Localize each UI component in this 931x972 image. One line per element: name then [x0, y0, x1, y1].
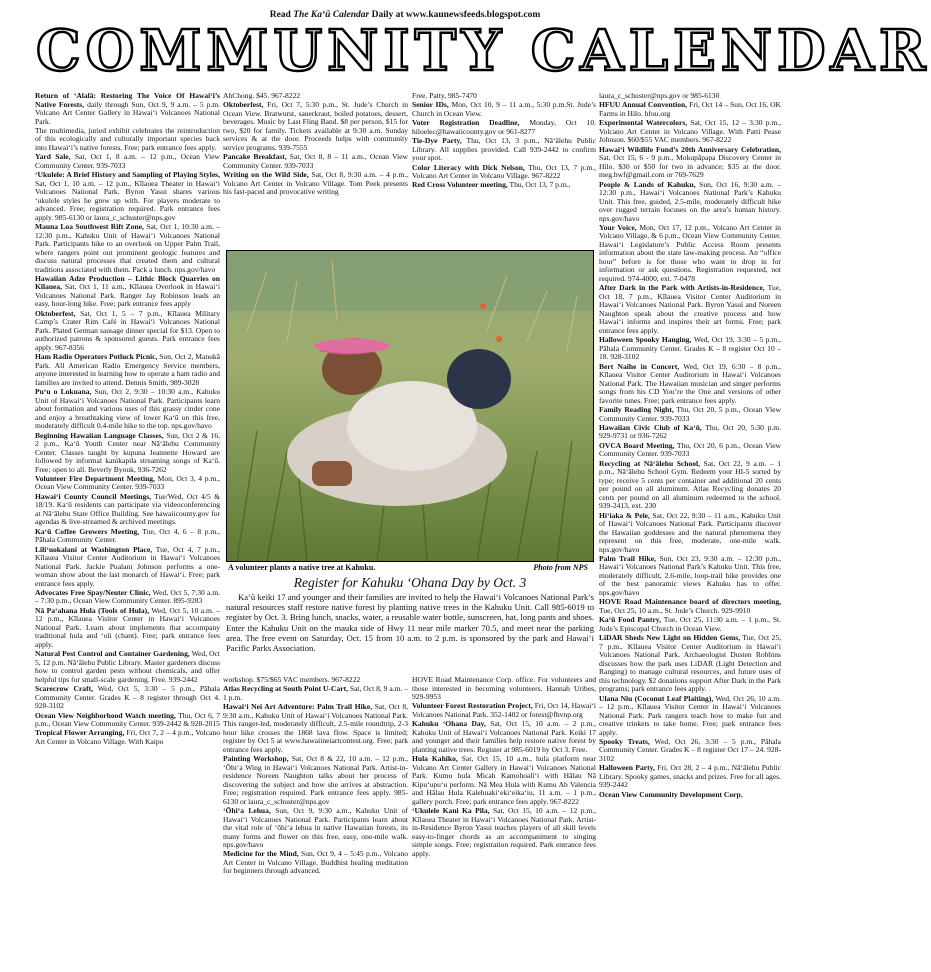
event-title: Halloween Party,: [599, 763, 655, 773]
event-title: Family Reading Night,: [599, 405, 674, 415]
event-listing: [412, 137, 596, 163]
event-listing: [35, 432, 220, 475]
event-title: Halloween Spooky Hanging,: [599, 335, 692, 345]
event-details: Wed, Oct 19, 6:30 – 8 p.m., Kīlauea Visitor Center Auditorium in Hawai‘i Volcanoes National Park. The Hawaiian musician and singer performs songs from his CD You’re the One and versions of other favorite tunes. Free; park entrance fees apply.: [599, 361, 782, 405]
caption-text: A volunteer plants a native tree at Kahuku.: [228, 563, 376, 572]
event-details: Sun, Oct 9, 9:30 a.m., Kahuku Unit of Hawai‘i Volcanoes National Park. Participants learn about the vital role of ‘ōhi‘a lehua in native Hawaiian forests, its many forms and flower on this free, easy, one-mile walk. nps.gov/havo: [223, 806, 408, 850]
event-details: Sun, Oct 2 & 16, 2 p.m., Ka‘ū Youth Center near Nā‘ālehu Community Center. Classes taught by kupuna Jeannette Howard are followed by informal kanikapila streaming songs of Ka‘ū. Free; open to all. Beverly Byouk, 936-7262: [35, 430, 220, 474]
event-details: Sat, Oct 1, 11 a.m., Kīlauea Overlook in Hawai‘i Volcanoes National Park. Ranger Jay Robinson leads an easy, hour-long hike. Free; park entrance fees apply: [35, 282, 220, 309]
event-listing: [599, 224, 781, 284]
event-details: Mon, Oct 17, 12 p.m., Volcano Art Center in Volcano Village, & 6 p.m., Ocean View Community Center. Hawai‘i Legislature’s Public Access Room presents information about the state law-making process. An “office hour” before is for those who want to drop in for information or ask questions. Registration requested, not required. 974-4000, ext. 7-0478: [599, 222, 781, 283]
event-listing: [599, 336, 781, 362]
event-listing: [412, 807, 596, 858]
event-details: Tue, Oct 4, 6 – 8 p.m., Pāhala Community Center.: [35, 526, 220, 545]
event-details: Thu, Oct 20, 6 p.m., Ocean View Community Center. 939-7033: [599, 440, 781, 459]
event-details: Fri, Oct 7, 2 – 4 p.m., Volcano Art Center in Volcano Village. With Kaipo: [35, 728, 220, 746]
event-title: Tie-Dye Party,: [412, 136, 462, 146]
event-title: HFUU Annual Convention,: [599, 100, 688, 110]
event-title: Hawai‘i Nei Art Adventure: Palm Trail Hike,: [223, 702, 373, 712]
event-title: ‘Ōhi‘a Lehua,: [223, 806, 271, 816]
reading-link-line: Read The Ka‘ū Calendar Daily at www.kaunewsfeeds.blogspot.com: [269, 10, 541, 20]
event-listing: [35, 712, 220, 729]
event-title: Color Literacy with Dick Nelson,: [412, 162, 525, 172]
event-title: OVCA Board Meeting,: [599, 440, 675, 450]
event-details: Sat, Oct 8, 8 – 11 a.m., Ocean View Community Center. 939-7033: [223, 152, 409, 170]
event-details: Sat, Oct 15, 12 – 3:30 p.m., Volcano Art Center in Volcano Village. With Patti Pease Johnson. $60/$55 VAC members. 967-8222: [599, 118, 782, 145]
event-title: Mauna Loa Southwest Rift Zone,: [35, 222, 144, 232]
event-listing: [35, 310, 220, 353]
event-details: Monday, Oct 10. hiloelec@hawaiicounty.gov or 961-8277: [412, 118, 596, 136]
event-listing: [599, 363, 781, 406]
event-listing: [599, 695, 781, 738]
event-details: Tue, Oct 25, 10 a.m., St. Jude’s Church. 929-9910: [599, 605, 751, 615]
event-listing: [35, 92, 220, 126]
event-title: Ocean View Neighborhood Watch meeting,: [35, 710, 176, 720]
event-details: Fri, Oct 7, 5:30 p.m., St. Jude’s Church in Ocean View. Bratwurst, sauerkraut, boiled potatoes, dessert, beverages. Music by Last Fling Band. $8 per person, $15 for two, $20 for family. Tickets available at 9:30 a.m. Sunday services & at the door. Proceeds helps with community service programs. 939-7555: [223, 100, 408, 152]
event-title: After Dark in the Park with Artists-in-Residence,: [599, 283, 765, 293]
event-listing: [599, 442, 781, 459]
photo-caption: [228, 562, 592, 574]
event-title: People & Lands of Kahuku,: [599, 179, 696, 189]
event-listing: [35, 153, 220, 170]
event-listing: [599, 101, 781, 118]
event-details: Fri, Oct 14, Hawai‘i Volcanoes National Park. 352-1402 or forest@fhvnp.org: [412, 701, 596, 719]
event-details: Sun, Oct 2, 9:30 – 10:30 a.m., Kahuku Unit of Hawai‘i Volcanoes National Park. Participants learn about formation and various uses of this grassy cinder cone and enjoy a breathtaking view of lower Ka‘ū on this free, moderately difficult 0.4-mile hike to the top. nps.gov/havo: [35, 387, 220, 431]
event-title: Ocean View Community Development Corp.: [599, 789, 743, 799]
event-listing: [599, 764, 781, 790]
event-listing: [599, 616, 781, 633]
event-details: Fri, Oct 14 – Sun, Oct 16, OK Farms in Hilo. hfuu.org: [599, 100, 782, 118]
event-details: Tue, Oct 25, 11:30 a.m. – 1 p.m., St. Jude’s Episcopal Church in Ocean View.: [599, 615, 782, 633]
event-title: Hawaiian Civic Club of Ka‘ū,: [599, 422, 702, 432]
volunteer-planting-photo: [226, 250, 594, 562]
event-details: Thu, Oct 20, 5 p.m., Ocean View Community Center. 939-7033: [599, 405, 781, 423]
event-listing: [35, 607, 220, 650]
masthead-title: COMMUNITY CALENDAR: [36, 18, 931, 84]
event-details: Sat, Oct 1, 10 a.m. – 12 p.m., Kīlauea Theater in Hawai‘i Volcanoes National Park. Byron Yasui shares various ‘ukulele styles he grew up with. For players moderate to advanced. Free; registration required. Park entrance fees apply. 985-6130 or laura_c_schuster@nps.gov: [35, 178, 220, 222]
event-title: Oktoberfest,: [35, 308, 76, 318]
event-listing: [35, 275, 220, 309]
event-listing: [223, 703, 408, 754]
event-details: workshop. $75/$65 VAC members. 967-8222: [223, 675, 361, 684]
event-title: Pu‘u o Lokuana,: [35, 387, 92, 397]
event-title: Senior IDs,: [412, 100, 449, 110]
event-details: Sat, Oct 22, 9:30 – 11 a.m., Kahuku Unit of Hawai‘i Volcanoes National Park. Participants discover the Hawaiian goddesses and the natural phenomena they represent on this free, moderate, one-mile walk. nps.gov/havo: [599, 510, 781, 554]
event-details: Thu, Oct 13, 7 p.m.,: [507, 180, 571, 190]
event-details: Tue, Oct 25, 7 p.m., Kīlauea Visitor Center Auditorium in Hawai‘i Volcanoes National Park. Archaeologist Dusten Robbins discusses how the park uses LiDAR (Light Detection and Ranging) to manage cultural resources, and future uses of this technology. $2 donations support After Dark in the Park programs; park entrance fees apply.: [599, 633, 781, 694]
event-listing: [412, 720, 596, 754]
event-title: Kahuku ‘Ohana Day,: [412, 719, 486, 729]
event-title: Hawaiian Adze Production – Lithic Block Quarries on Kīlauea,: [35, 273, 220, 292]
event-listing: [223, 755, 408, 806]
event-details: Thu, Oct 20, 5:30 p.m. 929-9731 or 936-7262: [599, 422, 781, 441]
event-title: Hawai‘i County Council Meetings,: [35, 491, 152, 501]
event-details: AhChong. $45. 967-8222: [223, 91, 301, 100]
event-listing: [35, 589, 220, 606]
event-details: Sat, Oct 15, 6 - 9 p.m., Mokupāpapa Discovery Center in Hilo. $30 or $50 for two in advance; $35 at the door. meg.hwf@gmail.com or 769-7629: [599, 153, 781, 180]
event-listing: [599, 424, 781, 441]
event-listing: [35, 493, 220, 527]
event-details: Free. Patty, 985-7470: [412, 91, 477, 100]
event-listing: [599, 460, 781, 511]
event-listing: [35, 685, 220, 711]
event-details: laura_c_schuster@nps.gov or 985-6130: [599, 91, 720, 100]
event-listing: [223, 101, 408, 152]
event-details: daily through Sun, Oct 9, 9 a.m. – 5 p.m. Volcano Art Center Gallery in Hawai‘i Volcanoes National Park.: [35, 99, 220, 126]
event-details: Wed, Oct 26, 3:30 – 5 p.m., Pāhala Community Center. Grades K – 8 register Oct 17 – 24. 928-3102: [599, 736, 781, 763]
event-title: Voter Registration Deadline,: [412, 118, 520, 128]
event-details: Fri, Oct 28, 2 – 4 p.m., Nā‘ālehu Public Library. Spooky games, snacks and prizes. Free for all ages. 939-2442: [599, 763, 781, 790]
event-details: Sun, Oct 9, 4 – 5:45 p.m., Volcano Art Center in Volcano Village. Buddhist healing meditation for beginners through advanced.: [223, 849, 408, 876]
event-listing: [599, 119, 781, 145]
event-details: Sat, Oct 1, 10:30 a.m. – 12:30 p.m., Kahuku Unit of Hawai‘i Volcanoes National Park. Participants hike to an overlook on Upper Palm Trail, where rangers point out prominent geologic features and discuss natural processes that created them and cultural traditions associated with them. Pack a lunch. nps.gov/havo: [35, 222, 220, 274]
calendar-column-2-bottom: [223, 676, 408, 970]
event-title: HOVE Road Maintenance board of directors meeting,: [599, 597, 781, 607]
event-title: Ulana Niu (Coconut Leaf Plaiting),: [599, 693, 714, 703]
event-details: Sat, Oct 15, 10 a.m. – 12 p.m., Kīlauea Theater in Hawai‘i Volcanoes National Park. Artist-in-Residence Byron Yasui teaches players of all skill levels easy-to-finger chords as an accompaniment to singing simple songs. Free; registration required. Park entrance fees apply.: [412, 806, 596, 858]
event-listing: [223, 676, 408, 685]
event-title: Oktoberfest,: [223, 100, 264, 110]
event-title: Ka‘ū Coffee Growers Meeting,: [35, 526, 140, 536]
event-title: ‘Ukulele Kani Ka Pila,: [412, 806, 490, 816]
event-listing: [599, 181, 781, 224]
event-listing: [35, 353, 220, 387]
event-listing: [35, 546, 220, 589]
event-listing: [599, 634, 781, 694]
event-listing: [412, 119, 596, 136]
event-title: Medicine for the Mind,: [223, 849, 299, 859]
event-details: Tue, Oct 18, 7 p.m., Kīlauea Visitor Center Auditorium in Hawai‘i Volcanoes National Park. Byron Yasui and Noreen Naughton speak about the creative process and how Hawai‘i informs and inspires their art forms. Free; park entrance fees apply.: [599, 283, 781, 335]
event-title: Natural Pest Control and Container Gardening,: [35, 649, 190, 659]
event-listing: [35, 171, 220, 222]
event-title: Bert Naihe in Concert,: [599, 361, 680, 371]
event-listing: [223, 850, 408, 876]
feature-headline: Register for Kahuku ‘Ohana Day by Oct. 3: [293, 575, 527, 590]
event-listing: [412, 181, 596, 190]
event-listing: [35, 528, 220, 545]
event-listing: [412, 164, 596, 181]
event-title: LiDAR Sheds New Light on Hidden Gems,: [599, 633, 741, 643]
event-details: Wed, Oct 5, 3:30 – 5 p.m., Pāhala Community Center. Grades K – 8 register through Oct 4. 928-3102: [35, 684, 220, 711]
event-listing: [35, 475, 220, 492]
event-title: Volunteer Fire Department Meeting,: [35, 473, 155, 483]
event-title: ‘Ukulele: A Brief History and Sampling of Playing Styles,: [35, 170, 220, 180]
event-listing: [599, 406, 781, 423]
event-listing: [35, 127, 220, 153]
event-details: Sat, Oct 1, 8 a.m. – 12 p.m., Ocean View Community Center. 939-7033: [35, 152, 221, 170]
event-details: Sat, Oct 15, 10 a.m., hula platform near Volcano Art Center Gallery in Hawai‘i Volcanoes National Park. Kumu hula Micah Kamohoali‘i with Hālau Nā Kipu‘upu‘u perform. Nā Mea Hula with Kumu Ab Valencia and Hālau Hula Kalehuaki‘eki‘eika‘iu, 11 a.m. – 1 p.m., gallery porch. Free; park entrance fees apply. 967-8222: [412, 754, 596, 806]
event-title: Scarecrow Craft,: [35, 684, 93, 694]
event-details: Thu, Oct 13, 3 p.m., Nā‘ālehu Public Library. All supplies provided. Call 939-2442 to confirm your spot.: [412, 136, 596, 163]
event-listing: [223, 171, 408, 197]
event-details: Mon, Oct 10, 9 – 11 a.m., 5:30 p.m.St. Jude’s Church in Ocean View.: [412, 100, 596, 118]
event-title: Recycling at Nā‘ālehu School,: [599, 458, 700, 468]
event-listing: [223, 153, 408, 170]
event-details: Tue/Wed, Oct 4/5 & 18/19. Ka‘ū residents can participate via videoconferencing at Nā‘ālehu State Office Building. See hawaiicounty.gov for agendas & live-streamed & archived meetings.: [35, 491, 220, 527]
event-details: Thu, Oct 13, 7 p.m., Volcano Art Center in Volcano Village. 967-8222: [412, 162, 597, 181]
calendar-column-3-top: [412, 92, 596, 248]
event-details: Sun, Oct 23, 9:30 a.m. – 12:30 p.m., Hawai‘i Volcanoes National Park’s Kahuku Unit. This free, moderately difficult, 2.6-mile, loop-trail hike provides one of the best panoramic views Kahuku has to offer. nps.gov/havo: [599, 553, 781, 597]
event-listing: [35, 223, 220, 274]
event-details: Wed, Oct 26, 10 a.m. – 12 p.m., Kīlauea Visitor Center in Hawai‘i Volcanoes National Park. Park rangers teach how to make fun and creative trinkets to take home. Free; park entrance fees apply.: [599, 693, 781, 737]
event-title: Volunteer Forest Restoration Project,: [412, 701, 533, 711]
event-title: Hi‘iaka & Pele,: [599, 510, 650, 520]
event-details: Wed, Oct 19, 3:30 – 5 p.m., Pāhala Community Center. Grades K – 8 register Oct 10 – 18. 928-3102: [599, 335, 781, 362]
event-title: Yard Sale,: [35, 152, 71, 162]
event-details: Tue, Oct 4, 7 p.m., Kīlauea Visitor Center Auditorium in Hawai‘i Volcanoes National Park. Jackie Pualani Johnson performs a one-woman show about the last monarch of Hawai‘i. Free; park entrance fees apply.: [35, 544, 220, 588]
event-title: Advocates Free Spay/Neuter Clinic,: [35, 587, 151, 597]
event-title: Experimental Watercolors,: [599, 118, 688, 128]
event-title: Atlas Recycling at South Point U-Cart,: [223, 684, 348, 694]
event-details: HOVE Road Maintenance Corp. office. For volunteers and those interested in becoming volunteers. Hannah Uribes, 929-9953: [412, 675, 596, 701]
event-details: Sun, Oct 2, Manukā Park. All American Radio Emergency Service members, anyone interested in learning how to operate a ham radio and families are invited to attend. Dennis Smith, 989-3028: [35, 352, 220, 387]
event-listing: [599, 512, 781, 555]
photo-credit: Photo from NPS: [533, 563, 588, 572]
calendar-column-1: [35, 92, 220, 970]
event-listing: [412, 101, 596, 118]
event-listing: [599, 92, 781, 101]
event-listing: [223, 685, 408, 702]
event-listing: [599, 284, 781, 335]
event-listing: [599, 738, 781, 764]
event-listing: [412, 92, 596, 101]
event-title: Ham Radio Operators Potluck Picnic,: [35, 352, 158, 362]
event-details: Wed, Oct 5, 12 p.m. Nā‘ālehu Public Library. Master gardeners discuss how to control garden pests without chemicals, and offer helpful tips for small-scale gardening. Free. 939-2442: [35, 649, 220, 684]
event-title: Hawai‘i Wildlife Fund’s 20th Anniversary Celebration,: [599, 144, 781, 154]
event-details: Sat, Oct 8, 9:30 a.m., Kahuku Unit of Hawai‘i Volcanoes National Park. This ranger-led, moderately difficult, 2.5-mile roundtrip, 2-3 hour hike crosses the 1868 lava flow. Space is limited; register by Oct 5 at www.hawaiineiartcontest.org. Free; park entrance fees apply.: [223, 702, 408, 754]
event-details: Sun, Oct 16, 9:30 a.m. – 12:30 p.m., Hawai‘i Volcanoes National Park’s Kahuku Unit. This free, guided, 2.5-mile, moderately difficult hike over rugged terrain focuses on the area’s human history. nps.gov/havo: [599, 179, 781, 223]
feature-body: Ka‘ū keiki 17 and younger and their families are invited to help the Hawai‘i Volcanoes National Park’s natural resources staff restore native forest by planting native trees in the Kahuku Unit. Call 985-6019 to register by Oct. 3. Bring lunch, snacks, water, a reusable water bottle, sunscreen, hat, long pants and shoes. Enter the Kahuku Unit on the mauka side of Hwy 11 near mile marker 70.5, and meet near the parking area. The free event on Saturday, Oct. 15 from 10 a.m. to 2 p.m. is sponsored by the park and Hawai‘i Pacific Parks Association.: [226, 592, 594, 654]
event-details: Sat, Oct 1, 5 – 7 p.m., Kīlauea Military Camp’s Crater Rim Café in Hawai‘i Volcanoes National Park. Plated German sausage dinner special for $13. Open to authorized patrons & sponsored guests. Park entrance fees apply. 967-8356: [35, 308, 220, 352]
calendar-column-3-bottom: [412, 676, 596, 970]
event-listing: [35, 729, 220, 746]
event-title: Hula Kahiko,: [412, 754, 458, 764]
event-listing: [599, 146, 781, 180]
event-details: Wed, Oct 5, 10 a.m. – 12 p.m., Kīlauea Visitor Center in Hawai‘i Volcanoes National Park. Learn about implements that accompany traditional hula and ‘oli (chant). Free; park entrance fees apply.: [35, 605, 220, 649]
event-listing: [599, 555, 781, 598]
event-listing: [412, 755, 596, 806]
event-listing: [412, 702, 596, 719]
event-listing: [223, 92, 408, 101]
event-details: Sat, Oct 8, 9:30 a.m. – 4 p.m., Volcano Art Center in Volcano Village. Tom Peek presents his fast-paced and provocative writing: [223, 170, 408, 197]
event-details: Sat, Oct 15, 10 a.m. – 2 p.m., Kahuku Unit of Hawai‘i Volcanoes National Park. Keiki 17 and younger and their families help restore native forest by planting native trees. Register at 985-6019 by Oct 3. Free.: [412, 719, 596, 754]
event-details: Thu, Oct 6, 7 p.m., Ocean View Community Center. 939-2442 & 928-2015: [35, 710, 220, 729]
event-title: Spooky Treats,: [599, 736, 650, 746]
event-listing: [223, 807, 408, 850]
event-listing: [35, 650, 220, 684]
event-details: Sat, Oct 8, 9 a.m. – 1 p.m.: [223, 684, 408, 702]
event-details: The multimedia, juried exhibit celebrates the reintroduction of this ecologically and culturally important species back into Hawai‘i’s native forests. Free; park entrance fees apply.: [35, 125, 220, 152]
event-title: Nā Pa‘ahana Hula (Tools of Hula),: [35, 605, 150, 615]
event-details: Sat, Oct 8 & 22, 10 a.m. – 12 p.m., ‘Ōhi‘a Wing in Hawai‘i Volcanoes National Park. Artist-in-residence Noreen Naughton talks about her process of discovering the subject and how she arrives at abstraction. Free; registration required. Park entrance fees apply. 985-6130 or laura_c_schuster@nps.gov: [223, 754, 408, 806]
event-title: Painting Workshop,: [223, 754, 289, 764]
calendar-column-4: [599, 92, 781, 970]
calendar-column-2-top: [223, 92, 408, 248]
event-title: Tropical Flower Arranging,: [35, 728, 125, 738]
event-details: Mon, Oct 3, 4 p.m., Ocean View Community Center. 939-7033: [35, 473, 220, 492]
event-listing: [35, 388, 220, 431]
event-title: Pancake Breakfast,: [223, 152, 287, 162]
event-details: Sat, Oct 22, 9 a.m. – 1 p.m., Nā‘ālehu School Gym. Redeem your HI-5 sorted by type; receive 5 cents per container and additional 20 cents per pound on all aluminum. Atlas Recycling donates 20 cents per pound on all aluminum redeemed to the school. 939-2413, ext. 230: [599, 458, 781, 511]
event-title: Beginning Hawaiian Language Classes,: [35, 430, 164, 440]
event-title: Palm Trail Hike,: [599, 553, 656, 563]
event-listing: [599, 598, 781, 615]
event-title: Red Cross Volunteer meeting,: [412, 180, 508, 190]
event-title: Return of ‘Alalā: Restoring The Voice Of Hawai‘i’s Native Forests,: [35, 91, 220, 109]
event-listing: [599, 791, 781, 800]
event-title: Ka‘ū Food Pantry,: [599, 615, 662, 625]
event-title: Writing on the Wild Side,: [223, 170, 309, 180]
event-title: Your Voice,: [599, 222, 637, 232]
event-details: Wed, Oct 5, 7:30 a.m. – 7:30 p.m., Ocean View Community Center. 895-9283: [35, 587, 221, 606]
event-title: Lili‘uokalani at Washington Place,: [35, 544, 153, 554]
event-listing: [412, 676, 596, 702]
